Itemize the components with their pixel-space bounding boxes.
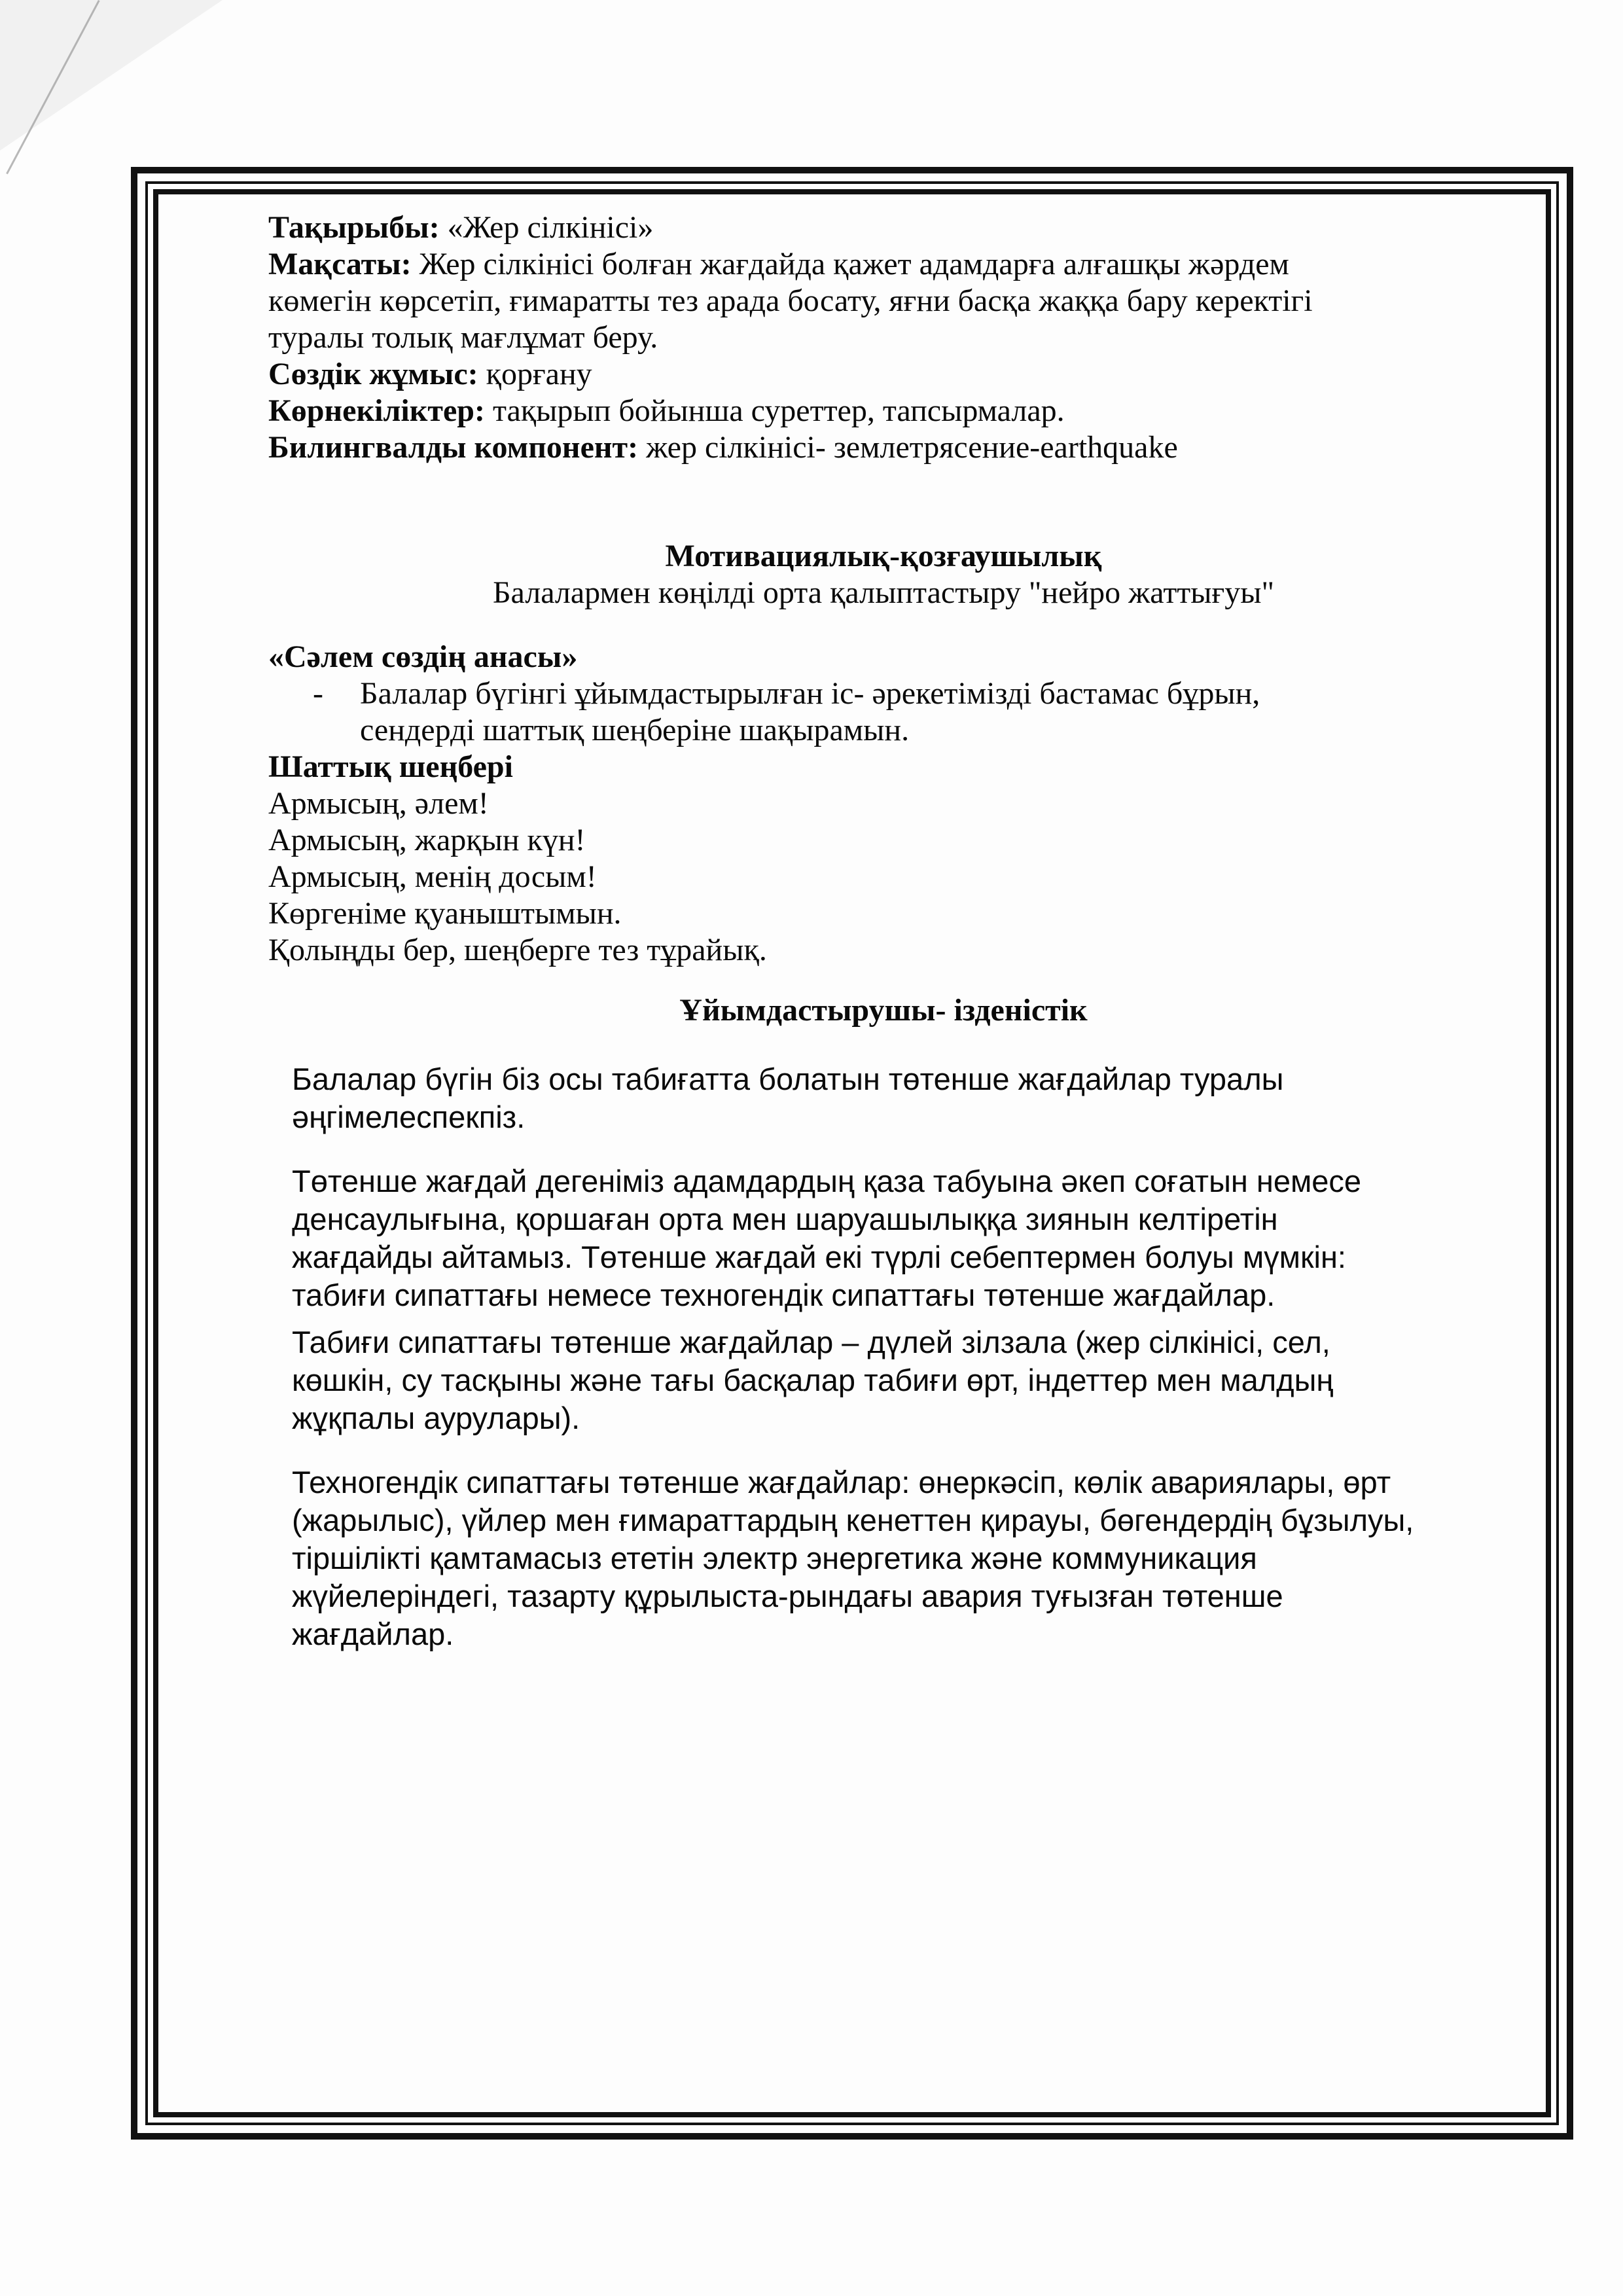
paragraph-line: денсаулығына, қоршаған орта мен шаруашылыққа зиянын келтіретін	[292, 1202, 1278, 1236]
goal-line-continued: көмегін көрсетіп, ғимаратты тез арада босату, яғни басқа жаққа бару керектігі	[268, 283, 1313, 318]
paragraph-line: (жарылыс), үйлер мен ғимараттардың кенеттен қирауы, бөгендердің бұзылуы,	[292, 1503, 1414, 1537]
poem-line: Қолыңды бер, шеңберге тез тұрайық.	[268, 933, 767, 967]
paragraph-line: Табиғи сипаттағы төтенше жағдайлар – дүлей зілзала (жер сілкінісі, сел,	[292, 1325, 1330, 1359]
paragraph-line: Төтенше жағдай дегеніміз адамдардың қаза табуына әкеп соғатын немесе	[292, 1164, 1362, 1198]
paragraph-line: Балалар бүгін біз осы табиғатта болатын төтенше жағдайлар туралы	[292, 1062, 1284, 1096]
paragraph-line: жағдайлар.	[292, 1617, 454, 1651]
poem-line: Армысың, жарқын күн!	[268, 823, 586, 857]
bullet-text-line-1: Балалар бүгінгі ұйымдастырылған іс- әрекетімізді бастамас бұрын,	[360, 676, 1260, 711]
paragraph-technogenic-emergencies	[268, 1463, 1499, 1653]
motivation-heading: Мотивациялық-қозғаушылық	[665, 539, 1102, 573]
bilingual-line	[268, 429, 1499, 466]
poem-line: Армысың, менің досым!	[268, 859, 597, 894]
paragraph-line: Техногендік сипаттағы төтенше жағдайлар: өнеркәсіп, көлік авариялары, өрт	[292, 1465, 1391, 1499]
visuals-line	[268, 393, 1499, 429]
paragraph-intro	[268, 1060, 1499, 1136]
paragraph-line: тіршілікті қамтамасыз ететін электр энергетика және коммуникация	[292, 1541, 1257, 1575]
visuals-label: Көрнекіліктер:	[268, 393, 485, 428]
bilingual-value: жер сілкінісі- землетрясение-earthquake	[638, 430, 1178, 465]
vocabulary-line	[268, 356, 1499, 393]
circle-heading: Шаттық шеңбері	[268, 749, 513, 784]
topic-label: Тақырыбы:	[268, 210, 440, 245]
paragraph-emergency-definition	[268, 1162, 1499, 1314]
vocabulary-value: қорғану	[478, 357, 592, 391]
bullet-dash: -	[313, 676, 323, 711]
goal-line-end: туралы толық мағлұмат беру.	[268, 320, 658, 355]
goal-label: Мақсаты:	[268, 247, 412, 281]
page-fold-shadow	[0, 0, 223, 151]
greeting-heading: «Сәлем сөздің анасы»	[268, 639, 578, 674]
bilingual-label: Билингвалды компонент:	[268, 430, 639, 465]
topic-value: «Жер сілкінісі»	[439, 210, 654, 245]
greeting-bullet	[268, 675, 1499, 749]
paragraph-line: табиғи сипаттағы немесе техногендік сипаттағы төтенше жағдайлар.	[292, 1278, 1275, 1312]
motivation-subtitle: Балалармен көңілді орта қалыптастыру "нейро жаттығуы"	[492, 575, 1275, 610]
goal-line	[268, 246, 1499, 283]
paragraph-line: көшкін, су тасқыны және тағы басқалар табиғи өрт, індеттер мен малдың	[292, 1363, 1334, 1397]
bullet-text-line-2: сендерді шаттық шеңберіне шақырамын.	[360, 713, 910, 747]
paragraph-line: жүйелеріндегі, тазарту құрылыста-рындағы авария туғызған төтенше	[292, 1579, 1283, 1613]
document-body	[268, 209, 1499, 1653]
paragraph-line: жұқпалы аурулары).	[292, 1401, 580, 1435]
paragraph-line: әңгімелеспекпіз.	[292, 1100, 526, 1134]
goal-value: Жер сілкінісі болған жағдайда қажет адамдарға алғашқы жәрдем	[411, 247, 1289, 281]
paragraph-natural-emergencies	[268, 1323, 1499, 1437]
vocabulary-label: Сөздік жұмыс:	[268, 357, 478, 391]
poem-line: Көргеніме қуаныштымын.	[268, 896, 622, 931]
organizing-heading: Ұйымдастырушы- ізденістік	[679, 993, 1088, 1028]
paragraph-line: жағдайды айтамыз. Төтенше жағдай екі түрлі себептермен болуы мүмкін:	[292, 1240, 1346, 1274]
visuals-value: тақырып бойынша суреттер, тапсырмалар.	[484, 393, 1065, 428]
topic-line	[268, 209, 1499, 246]
poem-line: Армысың, әлем!	[268, 786, 489, 821]
